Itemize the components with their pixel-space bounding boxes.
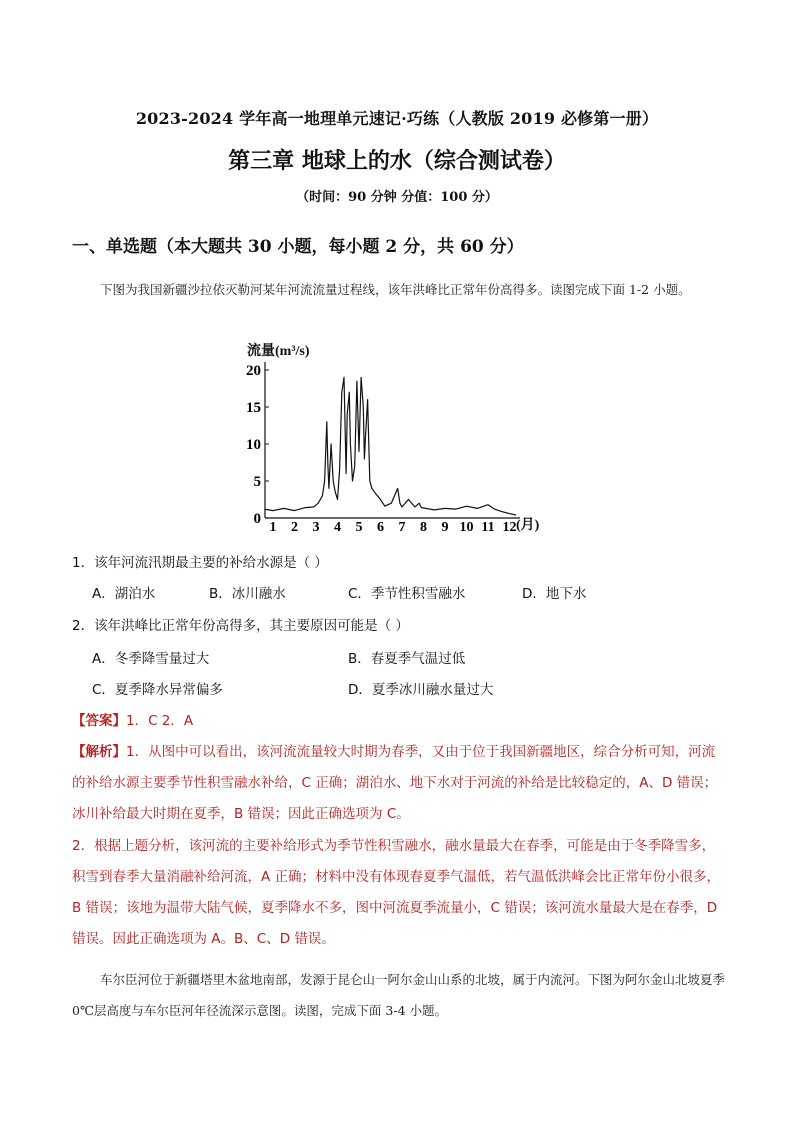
x-tick-label: 1 [269, 520, 277, 535]
doc-series-title: 2023-2024 学年高一地理单元速记·巧练（人教版 2019 必修第一册） [135, 109, 659, 128]
x-tick-label: 6 [377, 520, 384, 535]
x-tick-label: 4 [334, 520, 341, 535]
analysis-text-1: 1．从图中可以看出，该河流流量较大时期为春季，又由于位于我国新疆地区，综合分析可知，河流的补给水源主要季节性积雪融水补给，C 正确；湖泊水、地下水对于河流的补给是比较稳定的，A、D 错误；冰川补给最大时期在夏季，B 错误；因此正确选项为 C。 [72, 744, 718, 822]
x-tick-label: 9 [441, 520, 449, 535]
question-2-stem: 2．该年洪峰比正常年份高得多，其主要原因可能是（ ） [72, 618, 409, 634]
chart-xlabel: (月) [516, 518, 540, 533]
y-tick-label: 10 [246, 437, 261, 453]
q2-option-b[interactable]: B．春夏季气温过低 [348, 651, 466, 667]
y-tick-label: 5 [253, 474, 261, 490]
y-tick-label: 15 [246, 400, 261, 416]
x-tick-label: 5 [355, 520, 363, 535]
x-tick-label: 3 [312, 520, 320, 535]
q2-option-c[interactable]: C．夏季降水异常偏多 [92, 682, 223, 698]
chart-ylabel: 流量(m³/s) [247, 344, 310, 359]
q2-option-d[interactable]: D．夏季冰川融水量过大 [348, 682, 494, 698]
y-tick-label: 20 [246, 363, 261, 379]
q1-option-c[interactable]: C．季节性积雪融水 [348, 586, 466, 602]
q1-option-b[interactable]: B．冰川融水 [209, 586, 286, 602]
q1-option-d[interactable]: D．地下水 [522, 586, 587, 602]
analysis-paragraph-2: 2．根据上题分析，该河流的主要补给形式为季节性积雪融水，融水量最大在春季，可能是由于冬季降雪多，积雪到春季大量消融补给河流，A 正确；材料中没有体现春夏季气温低，若气温低洪峰会比正常年份小很多，B 错误；该地为温带大陆气候，夏季降水不多，图中河流夏季流量小，C 错误；该河流水量最大是在春季，D 错误。因此正确选项为 A。B、C、D 错误。 [72, 838, 721, 947]
x-tick-label: 8 [420, 520, 427, 535]
chapter-title: 第三章 地球上的水（综合测试卷） [228, 148, 566, 174]
x-tick-label: 11 [481, 520, 495, 535]
x-tick-label: 10 [459, 520, 474, 535]
question-intro: 下图为我国新疆沙拉依灭勒河某年河流流量过程线，该年洪峰比正常年份高得多。读图完成下面 1-2 小题。 [100, 282, 691, 297]
x-tick-label: 7 [398, 520, 406, 535]
y-tick-label: 0 [253, 511, 261, 527]
q2-option-a[interactable]: A．冬季降雪量过大 [92, 651, 210, 667]
question-1-stem: 1．该年河流汛期最主要的补给水源是（ ） [72, 555, 328, 571]
answer-block [72, 709, 193, 729]
x-tick-label: 12 [502, 520, 517, 535]
analysis-label: 【解析】 [72, 744, 126, 760]
question-intro-2: 车尔臣河位于新疆塔里木盆地南部，发源于昆仑山一阿尔金山山系的北坡，属于内流河。下图为阿尔金山北坡夏季 0℃层高度与车尔臣河年径流深示意图。读图，完成下面 3-4 小题。 [72, 972, 726, 1018]
flow-series-line [264, 377, 516, 515]
exam-meta: （时间：90 分钟 分值：100 分） [296, 190, 498, 205]
q1-option-a[interactable]: A．湖泊水 [92, 586, 156, 602]
analysis-paragraph-1 [72, 737, 728, 830]
flow-chart [240, 338, 540, 538]
x-tick-label: 2 [291, 520, 298, 535]
answer-text: 1．C 2．A [126, 713, 194, 729]
section-title: 一、单选题（本大题共 30 小题，每小题 2 分，共 60 分） [72, 237, 524, 257]
answer-label: 【答案】 [72, 713, 126, 729]
